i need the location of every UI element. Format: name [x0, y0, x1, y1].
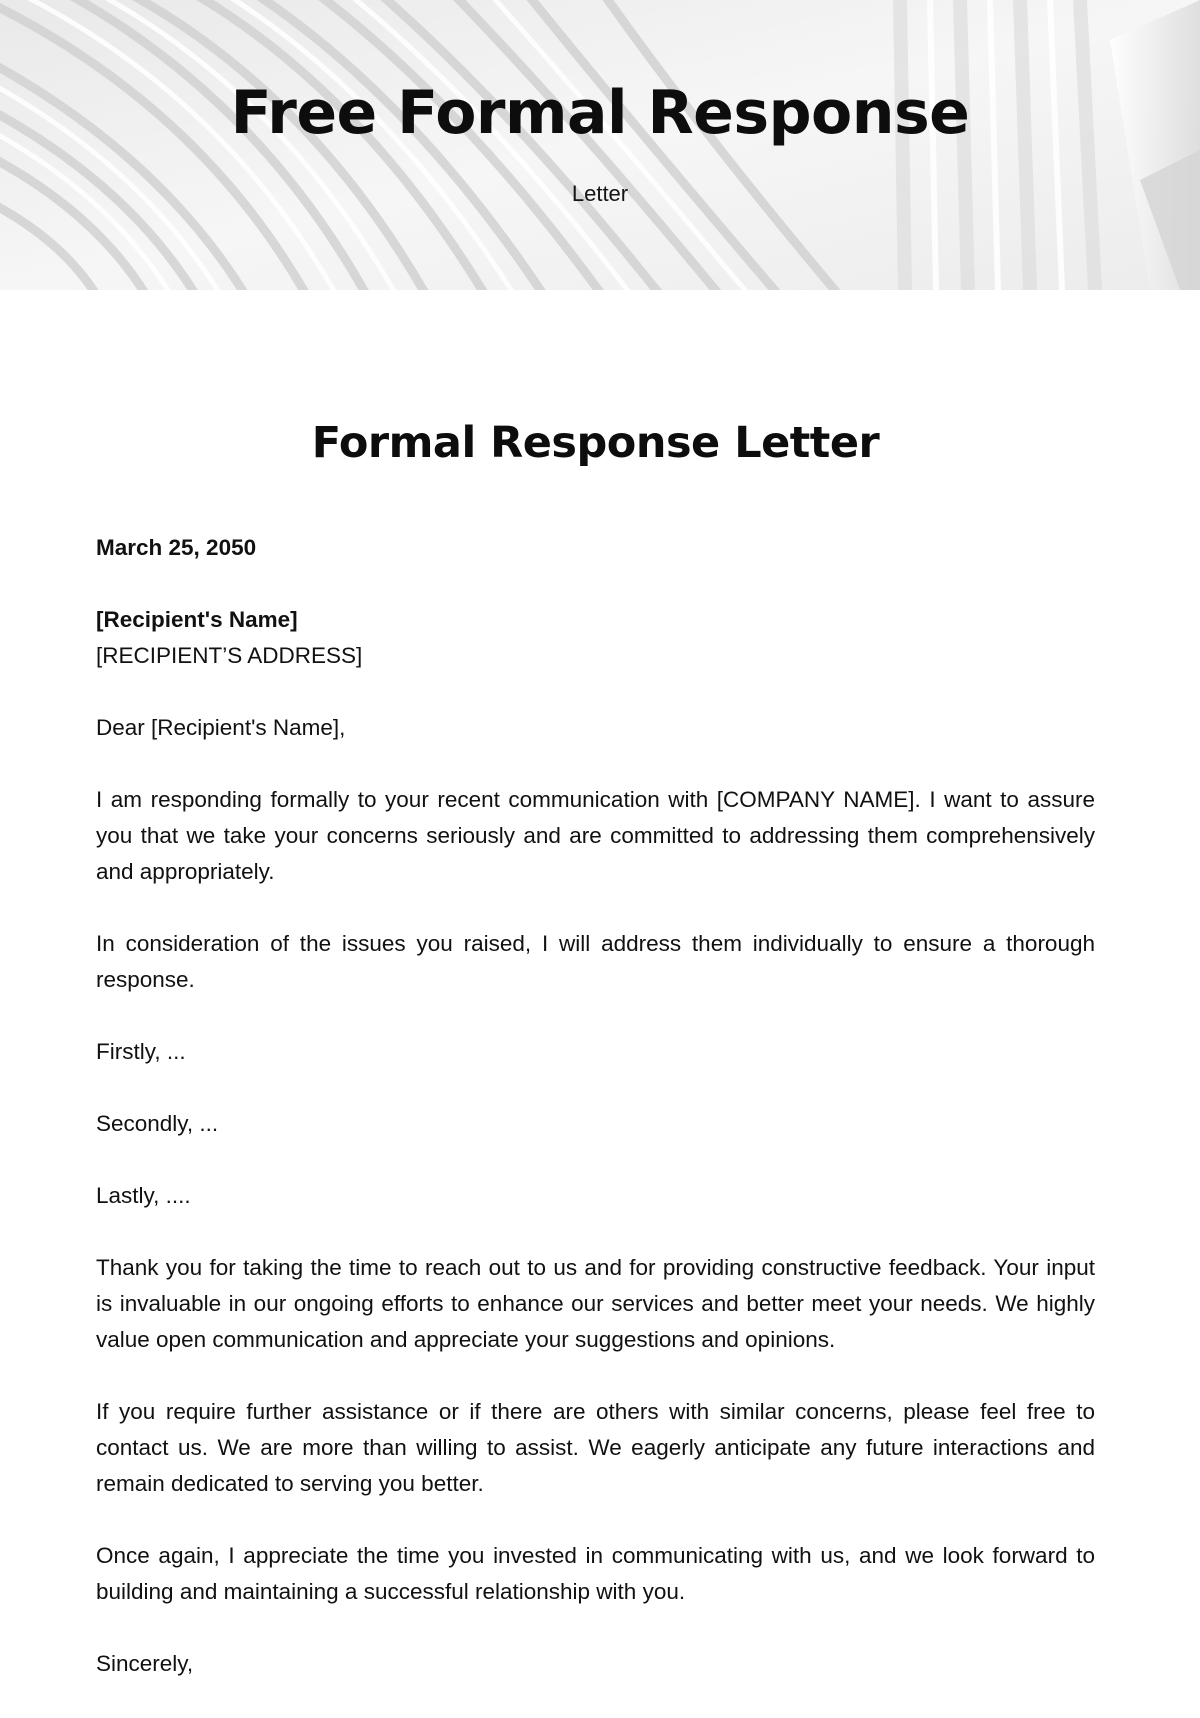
paragraph-secondly: Secondly, ...	[96, 1111, 219, 1136]
paragraph-consideration: In consideration of the issues you raised, I will address them individually to ensure a thorough response.	[96, 931, 1095, 992]
paragraph-lastly: Lastly, ....	[96, 1183, 191, 1208]
paragraph-thanks: Thank you for taking the time to reach out to us and for providing constructive feedback. Your input is invaluable in our ongoing efforts to enhance our services and better meet your needs. We highly value open communication and appreciate your suggestions and opinions.	[96, 1255, 1095, 1352]
paragraph-intro: I am responding formally to your recent communication with [COMPANY NAME]. I want to assure you that we take your concerns seriously and are committed to addressing them comprehensively and appropriately.	[96, 787, 1095, 884]
paragraph-assistance: If you require further assistance or if there are others with similar concerns, please feel free to contact us. We are more than willing to assist. We eagerly anticipate any future interactions and remain dedicated to serving you better.	[96, 1399, 1095, 1496]
header-banner	[0, 0, 1200, 290]
banner-subtitle: Letter	[571, 181, 629, 206]
recipient-address: [RECIPIENT’S ADDRESS]	[96, 643, 363, 668]
banner-title: Free Formal Response	[230, 78, 970, 148]
closing: Sincerely,	[96, 1651, 194, 1676]
letter-heading: Formal Response Letter	[311, 418, 880, 468]
salutation: Dear [Recipient's Name],	[96, 715, 346, 740]
letter-date: March 25, 2050	[96, 535, 257, 560]
recipient-name: [Recipient's Name]	[96, 607, 298, 632]
paragraph-firstly: Firstly, ...	[96, 1039, 186, 1064]
letter-body	[96, 413, 1095, 1718]
paragraph-closing-remarks: Once again, I appreciate the time you invested in communicating with us, and we look forward to building and maintaining a successful relationship with you.	[96, 1543, 1095, 1604]
